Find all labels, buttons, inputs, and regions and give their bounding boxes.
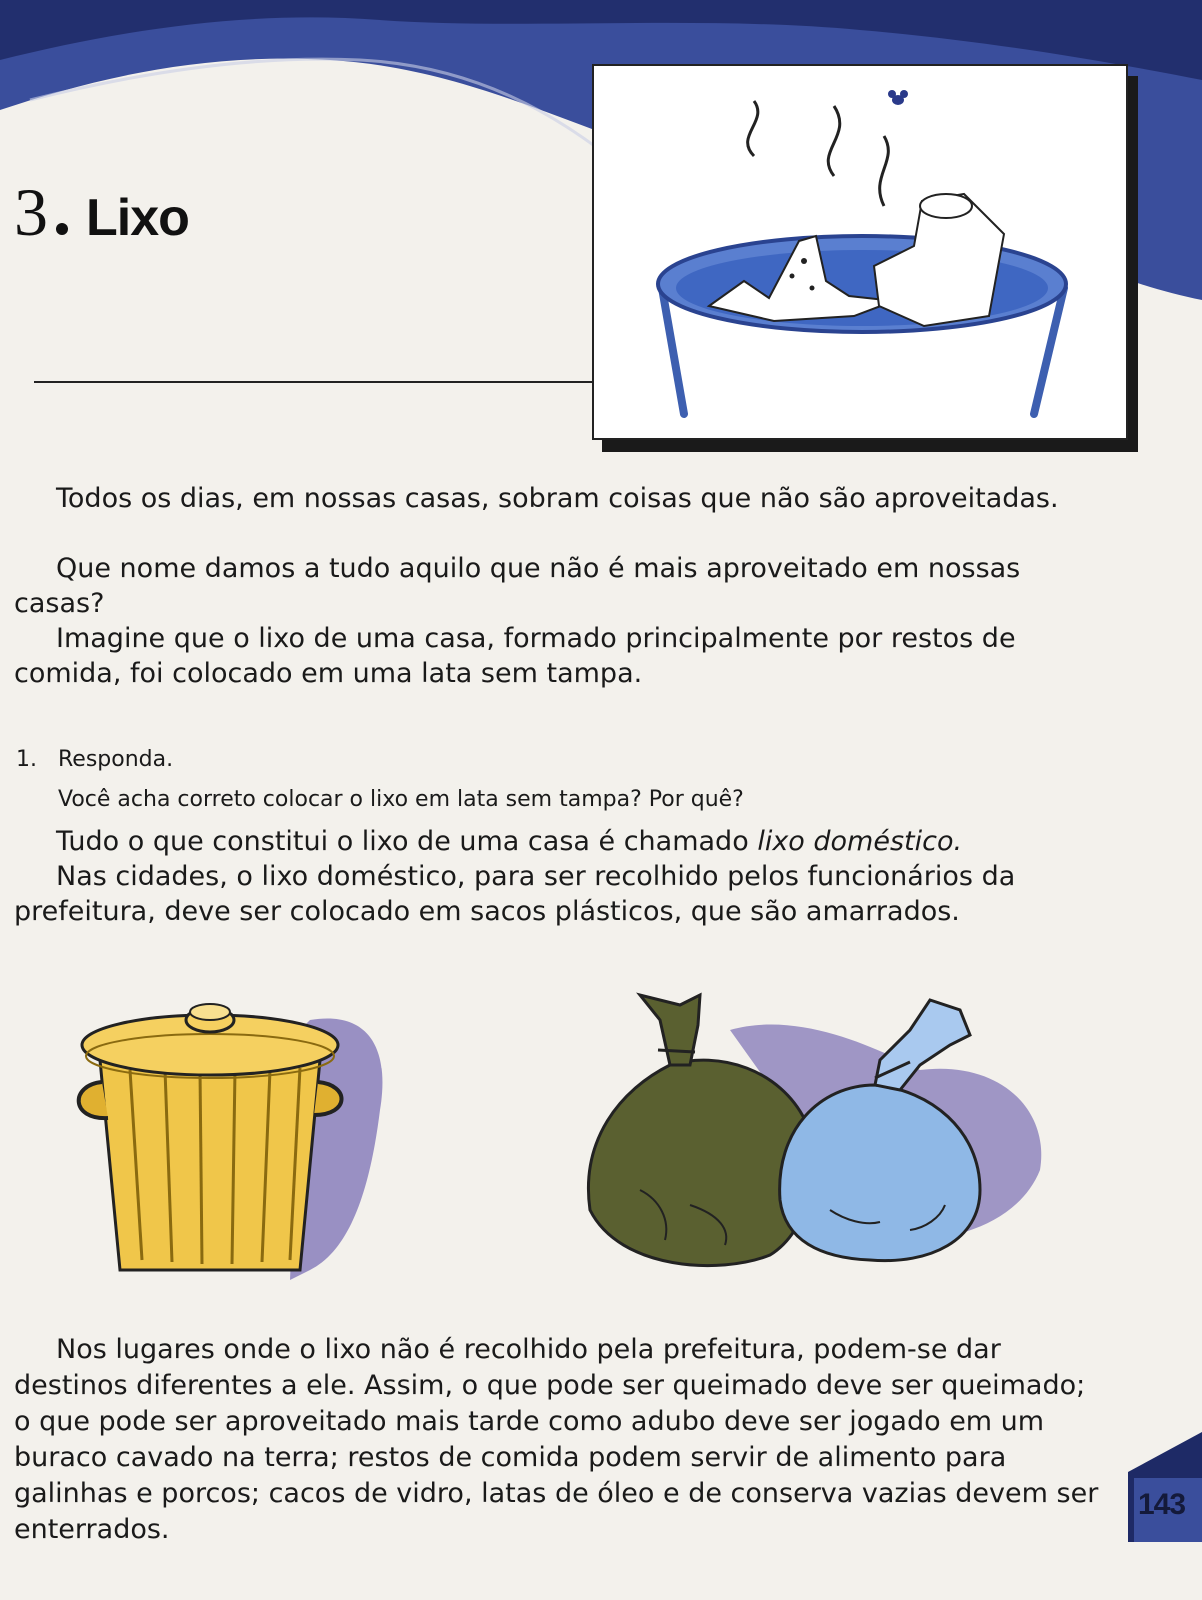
question-text: Você acha correto colocar o lixo em lata sem tampa? Por quê?: [58, 787, 744, 812]
paragraph-intro-3: Imagine que o lixo de uma casa, formado principalmente por restos de comida, foi colocado em uma lata sem tampa.: [14, 623, 1016, 689]
chapter-number: 3: [14, 174, 48, 250]
page-number-tab: [1128, 1432, 1202, 1542]
question-instruction: Responda.: [58, 747, 174, 772]
paragraph-intro-1: Todos os dias, em nossas casas, sobram coisas que não são aproveitadas.: [56, 483, 1059, 514]
chapter-title: Lixo: [86, 189, 189, 247]
title-underline: [34, 381, 594, 383]
chapter-heading: [14, 174, 189, 250]
tied-trash-bags-illustration: [580, 990, 1060, 1280]
paragraph-rural-disposal: Nos lugares onde o lixo não é recolhido pela prefeitura, podem-se dar destinos diferentes a ele. Assim, o que pode ser queimado deve ser queimado; o que pode ser aproveitado mais tarde como adubo deve ser jogado em um buraco cavado na terra; restos de comida podem servir de alimento para galinhas e porcos; cacos de vidro, latas de óleo e de conserva vazias devem ser enterrados.: [14, 1334, 1099, 1545]
term-lixo-domestico: lixo doméstico.: [757, 826, 963, 857]
paragraph-domestic-1: Tudo o que constitui o lixo de uma casa é chamado lixo doméstico.: [56, 826, 963, 857]
fly-icon: [888, 90, 908, 105]
open-trash-bin-illustration: [592, 64, 1128, 440]
lidded-trash-can-illustration: [60, 990, 390, 1290]
paragraph-domestic-2: Nas cidades, o lixo doméstico, para ser recolhido pelos funcionários da prefeitura, deve ser colocado em sacos plásticos, que são amarrados.: [14, 861, 1016, 927]
page-number: 143: [1138, 1488, 1186, 1521]
paragraph-intro-2: Que nome damos a tudo aquilo que não é mais aproveitado em nossas casas?: [14, 553, 1021, 619]
chapter-bullet: [56, 223, 68, 235]
question-number: 1.: [16, 747, 37, 772]
